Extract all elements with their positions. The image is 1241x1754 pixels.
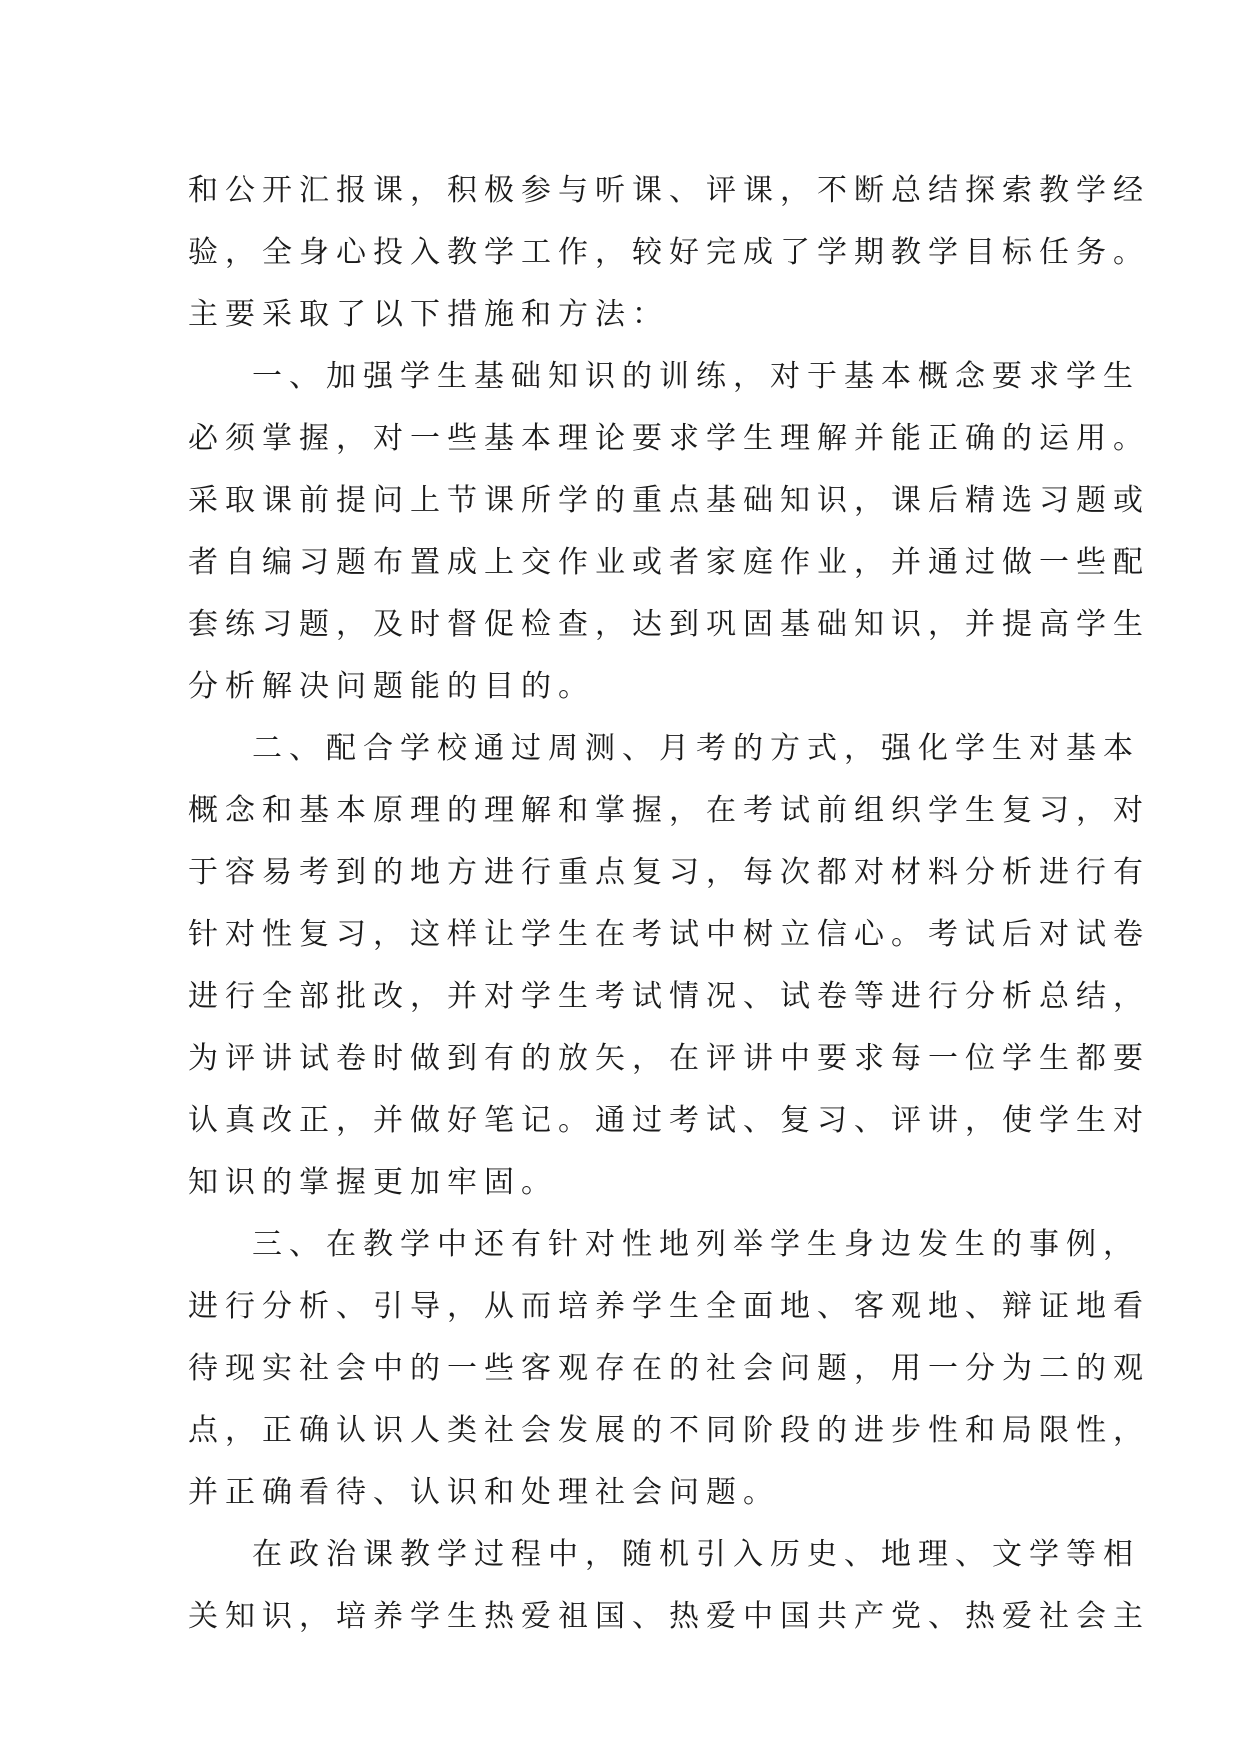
- document-body: [188, 160, 1150, 1648]
- text-line: 概念和基本原理的理解和掌握，在考试前组织学生复习，对: [188, 793, 1150, 828]
- paragraph-intro: [188, 160, 1150, 346]
- text-line: 认真改正，并做好笔记。通过考试、复习、评讲，使学生对: [188, 1103, 1150, 1138]
- text-line: 和公开汇报课，积极参与听课、评课，不断总结探索教学经: [188, 173, 1150, 208]
- text-line: 采取课前提问上节课所学的重点基础知识，课后精选习题或: [188, 483, 1150, 518]
- text-line: 者自编习题布置成上交作业或者家庭作业，并通过做一些配: [188, 545, 1150, 580]
- text-line: 进行分析、引导，从而培养学生全面地、客观地、辩证地看: [188, 1289, 1150, 1324]
- paragraph-closing: [188, 1524, 1150, 1648]
- text-line: 验，全身心投入教学工作，较好完成了学期教学目标任务。: [188, 235, 1150, 270]
- text-line: 一、加强学生基础知识的训练，对于基本概念要求学生: [252, 359, 1140, 394]
- paragraph-measure-2: [188, 718, 1150, 1214]
- paragraph-measure-3: [188, 1214, 1150, 1524]
- text-line: 二、配合学校通过周测、月考的方式，强化学生对基本: [252, 731, 1140, 766]
- text-line: 进行全部批改，并对学生考试情况、试卷等进行分析总结，: [188, 979, 1150, 1014]
- paragraph-measure-1: [188, 346, 1150, 718]
- text-line: 关知识，培养学生热爱祖国、热爱中国共产党、热爱社会主: [188, 1599, 1150, 1634]
- text-line: 为评讲试卷时做到有的放矢，在评讲中要求每一位学生都要: [188, 1041, 1150, 1076]
- text-line: 点，正确认识人类社会发展的不同阶段的进步性和局限性，: [188, 1413, 1150, 1448]
- text-line: 必须掌握，对一些基本理论要求学生理解并能正确的运用。: [188, 421, 1150, 456]
- text-line: 分析解决问题能的目的。: [188, 669, 595, 704]
- text-line: 并正确看待、认识和处理社会问题。: [188, 1475, 780, 1510]
- text-line: 待现实社会中的一些客观存在的社会问题，用一分为二的观: [188, 1351, 1150, 1386]
- text-line: 知识的掌握更加牢固。: [188, 1165, 558, 1200]
- text-line: 三、在教学中还有针对性地列举学生身边发生的事例，: [252, 1227, 1140, 1262]
- text-line: 于容易考到的地方进行重点复习，每次都对材料分析进行有: [188, 855, 1150, 890]
- text-line: 套练习题，及时督促检查，达到巩固基础知识，并提高学生: [188, 607, 1150, 642]
- text-line: 针对性复习，这样让学生在考试中树立信心。考试后对试卷: [188, 917, 1150, 952]
- text-line: 在政治课教学过程中，随机引入历史、地理、文学等相: [252, 1537, 1140, 1572]
- text-line: 主要采取了以下措施和方法：: [188, 297, 669, 332]
